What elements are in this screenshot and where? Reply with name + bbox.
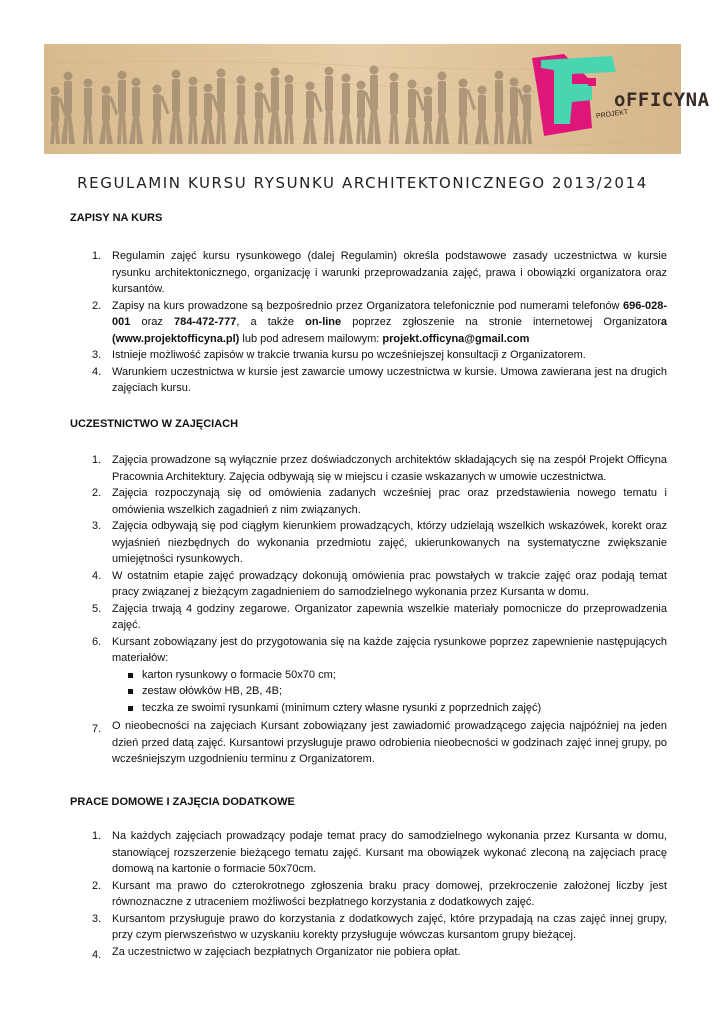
silhouette-illustration bbox=[44, 44, 681, 154]
website-link[interactable]: (www.projektofficyna.pl) bbox=[112, 332, 240, 345]
item-number: 4. bbox=[92, 365, 102, 378]
item-text: Regulamin zajęć kursu rysunkowego (dalej Regulamin) określa podstawowe zasady uczestnictwa w kursie rysunku architektonicznego, organizację i warunki przeprowadzania zajęć, prawa i obowiązki organizatora oraz kursantów. bbox=[112, 250, 667, 295]
item-number: 6. bbox=[92, 635, 102, 648]
item-text: lub pod adresem mailowym: bbox=[239, 332, 383, 345]
logo-wordmark: oFFICYNA bbox=[614, 89, 710, 111]
materials-list bbox=[112, 667, 667, 717]
item-text: Warunkiem uczestnictwa w kursie jest zawarcie umowy uczestnictwa w kursie. Umowa zawierana jest na drugich zajęciach kursu. bbox=[112, 365, 667, 394]
item-number: 2. bbox=[92, 299, 102, 312]
item-text: W ostatnim etapie zajęć prowadzący dokonują omówienia prac powstałych w trakcie zajęć oraz podają temat pracy związanej z bieżącym zagadnieniem do samodzielnego wykonania przez Kursanta w domu. bbox=[112, 569, 667, 598]
list-item bbox=[70, 601, 667, 634]
item-text: Zajęcia prowadzone są wyłącznie przez doświadczonych architektów składających się na zespół Projekt Officyna Pracownia Architektury. Zajęcia odbywają się w miejscu i czasie wskazanych w umowie uczestnictwa. bbox=[112, 454, 667, 483]
online-label: on-line bbox=[305, 316, 342, 328]
header-banner bbox=[44, 44, 710, 154]
list-item bbox=[70, 298, 667, 348]
list-item bbox=[70, 568, 667, 601]
section-heading-prace-domowe: PRACE DOMOWE I ZAJĘCIA DODATKOWE bbox=[70, 796, 295, 808]
item-text: Zajęcia odbywają się pod ciągłym kierunkiem prowadzących, którzy udzielają wszelkich wskazówek, korekt oraz wyjaśnień niezbędnych do wykonania przedmiotu zajęć, ukierunkowanych na systematyczne zwiększanie umiejętności rysunkowych. bbox=[112, 520, 667, 565]
item-number: 2. bbox=[92, 487, 102, 499]
list-item bbox=[70, 828, 667, 878]
item-number: 4. bbox=[92, 948, 102, 961]
item-number: 3. bbox=[92, 912, 102, 925]
list-item bbox=[70, 518, 667, 568]
item-text: Zajęcia rozpoczynają się od omówienia zadanych wcześniej prac oraz przedstawienia nowego tematu i omówienia wszelkich zagadnień z nim związanych. bbox=[112, 487, 667, 516]
section-list-prace-domowe bbox=[70, 828, 667, 960]
item-text: , a także bbox=[236, 316, 306, 328]
list-item bbox=[70, 248, 667, 298]
item-number: 4. bbox=[92, 569, 102, 582]
item-text: Zajęcia trwają 4 godziny zegarowe. Organizator zapewnia wszelkie materiały pomocnicze do przeprowadzenia zajęć. bbox=[112, 602, 667, 631]
item-text: Zapisy na kurs prowadzone są bezpośrednio przez Organizatora telefonicznie pod numerami telefonów bbox=[112, 299, 623, 312]
item-text: poprzez zgłoszenie na stronie internetowej Organizator bbox=[341, 316, 661, 328]
item-number: 1. bbox=[92, 830, 102, 842]
section-heading-zapisy: ZAPISY NA KURS bbox=[70, 212, 163, 224]
item-number: 7. bbox=[92, 723, 102, 735]
material-item: zestaw ołówków HB, 2B, 4B; bbox=[112, 683, 667, 700]
item-text: Kursant zobowiązany jest do przygotowania się na każde zajęcia rysunkowe poprzez zapewnienie następujących materiałów: bbox=[112, 635, 667, 664]
item-number: 1. bbox=[92, 454, 102, 466]
phone-number-2: 784-472-777 bbox=[173, 316, 237, 328]
material-item: teczka ze swoimi rysunkami (minimum cztery własne rysunki z poprzednich zajęć) bbox=[112, 700, 667, 717]
logo-projekt-label: PROJEKT bbox=[595, 108, 629, 121]
phone-number-1: 696-028-001 bbox=[112, 299, 667, 328]
item-text: oraz bbox=[130, 316, 174, 328]
item-text: Za uczestnictwo w zajęciach bezpłatnych Organizator nie pobiera opłat. bbox=[112, 945, 461, 958]
list-item bbox=[70, 911, 667, 944]
list-item bbox=[70, 944, 667, 961]
item-number: 3. bbox=[92, 349, 102, 361]
list-item bbox=[70, 347, 667, 364]
email-link[interactable]: projekt.officyna@gmail.com bbox=[382, 332, 530, 345]
item-number: 2. bbox=[92, 879, 102, 892]
item-number: 5. bbox=[92, 602, 102, 615]
item-text-bold: a bbox=[660, 316, 667, 328]
item-text: Kursantom przysługuje prawo do korzystania z dodatkowych zajęć, które przypadają na czas zajęć innej grupy, przy czym pierwszeństwo w uzyskaniu korekty przysługuje wówczas kursantom grupy bieżącej. bbox=[112, 912, 667, 941]
material-item: karton rysunkowy o formacie 50x70 cm; bbox=[112, 667, 667, 684]
item-text: Na każdych zajęciach prowadzący podaje temat pracy do samodzielnego wykonania przez Kursanta w domu, stanowiącej rozszerzenie bieżącego tematu zajęć. Kursant ma obowiązek wykonać zleconą na zajęciach pracę domową na kartonie o formacie 50x70cm. bbox=[112, 830, 667, 875]
list-item bbox=[70, 364, 667, 397]
item-number: 3. bbox=[92, 520, 102, 532]
list-item bbox=[70, 485, 667, 518]
item-text: Istnieje możliwość zapisów w trakcie trwania kursu po wcześniejszej konsultacji z Organizatorem. bbox=[112, 349, 586, 361]
section-list-zapisy bbox=[70, 248, 667, 397]
item-number: 1. bbox=[92, 250, 102, 262]
item-text: O nieobecności na zajęciach Kursant zobowiązany jest zawiadomić prowadzącego zajęcia najpóźniej na jeden dzień przed datą zajęć. Kursantowi przysługuje prawo odrobienia nieobecności w godzinach zajęć innej grupy, po wcześniejszym uzgodnieniu terminu z Organizatorem. bbox=[112, 720, 667, 765]
section-heading-uczestnictwo: UCZESTNICTWO W ZAJĘCIACH bbox=[70, 418, 239, 430]
page-title: REGULAMIN KURSU RYSUNKU ARCHITEKTONICZNEGO 2013/2014 bbox=[77, 174, 648, 192]
list-item bbox=[70, 718, 667, 768]
list-item bbox=[70, 878, 667, 911]
section-list-uczestnictwo bbox=[70, 452, 667, 768]
item-text: Kursant ma prawo do czterokrotnego zgłoszenia braku pracy domowej, przekroczenie założonej liczby jest równoznaczne z utraceniem możliwości bezpłatnego korzystania z dodatkowych zajęć. bbox=[112, 879, 667, 908]
list-item bbox=[70, 634, 667, 717]
list-item bbox=[70, 452, 667, 485]
